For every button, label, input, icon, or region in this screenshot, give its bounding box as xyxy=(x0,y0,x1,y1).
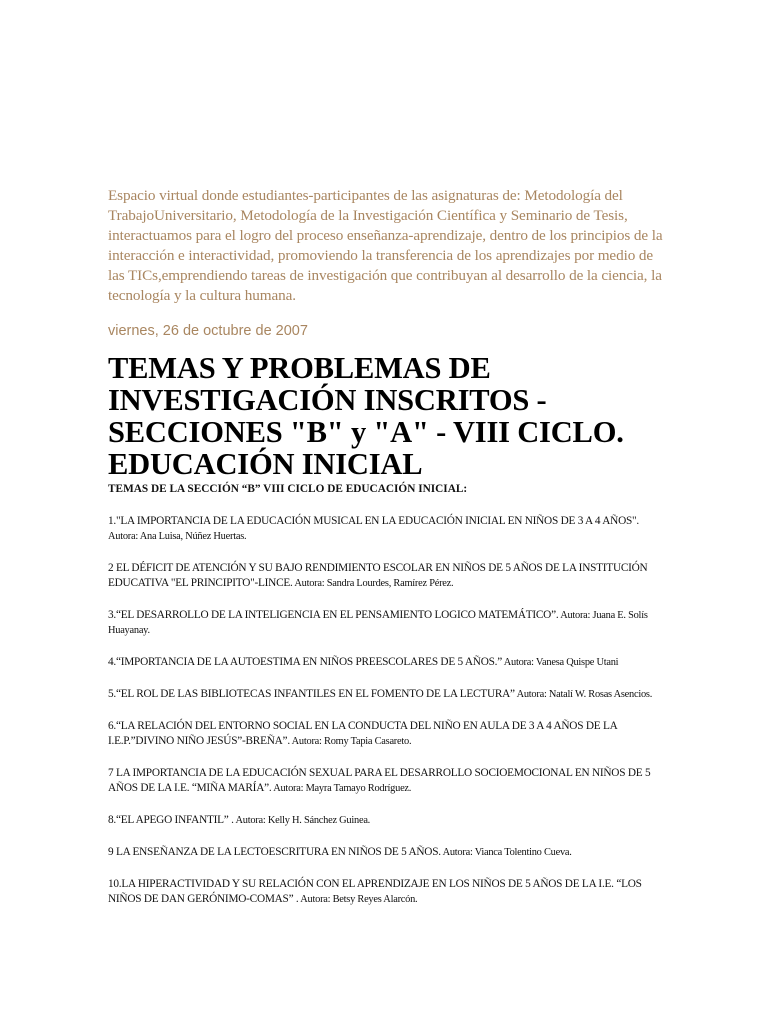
section-heading: TEMAS DE LA SECCIÓN “B” VIII CICLO DE EDUCACIÓN INICIAL: xyxy=(108,483,468,495)
topic-title: 1."LA IMPORTANCIA DE LA EDUCACIÓN MUSICAL EN LA EDUCACIÓN INICIAL EN NIÑOS DE 3 A 4 AÑOS". xyxy=(108,515,639,527)
topic-author: Autora: Juana E. Solís Huayanay. xyxy=(108,610,648,636)
topic-item xyxy=(108,608,668,638)
topic-author: Autora: Vianca Tolentino Cueva. xyxy=(440,847,572,858)
topic-title: 3.“EL DESARROLLO DE LA INTELIGENCIA EN EL PENSAMIENTO LOGICO MATEMÁTICO”. xyxy=(108,609,559,621)
topic-item xyxy=(108,877,668,907)
topic-title: 10.LA HIPERACTIVIDAD Y SU RELACIÓN CON EL APRENDIZAJE EN LOS NIÑOS DE 5 AÑOS DE LA I.E. “LOS NIÑOS DE DAN GERÓNIMO-COMAS” . xyxy=(108,878,642,905)
topic-item xyxy=(108,655,668,670)
topic-item xyxy=(108,514,668,544)
topic-author: Autora: Sandra Lourdes, Ramírez Pérez. xyxy=(292,578,454,589)
topic-author: Autora: Ana Luisa, Núñez Huertas. xyxy=(108,531,247,542)
topic-item xyxy=(108,813,668,828)
topic-item xyxy=(108,766,668,796)
topic-author: Autora: Natalí W. Rosas Asencios. xyxy=(514,689,653,700)
topic-author: Autora: Betsy Reyes Alarcón. xyxy=(298,894,418,905)
post-title[interactable]: TEMAS Y PROBLEMAS DE INVESTIGACIÓN INSCRITOS - SECCIONES "B" y "A" - VIII CICLO. EDUCACIÓN INICIAL xyxy=(108,351,624,481)
topic-title: 4.“IMPORTANCIA DE LA AUTOESTIMA EN NIÑOS PREESCOLARES DE 5 AÑOS.” xyxy=(108,656,502,668)
post-body xyxy=(108,482,668,907)
topic-author: Autora: Vanesa Quispe Utani xyxy=(502,657,619,668)
topic-title: 7 LA IMPORTANCIA DE LA EDUCACIÓN SEXUAL PARA EL DESARROLLO SOCIOEMOCIONAL EN NIÑOS DE 5 AÑOS DE LA I.E. “MIÑA MARÍA”. xyxy=(108,767,651,794)
post-date: viernes, 26 de octubre de 2007 xyxy=(108,323,308,339)
topic-item xyxy=(108,561,668,591)
topic-title: 2 EL DÉFICIT DE ATENCIÓN Y SU BAJO RENDIMIENTO ESCOLAR EN NIÑOS DE 5 AÑOS DE LA INSTITUCIÓN EDUCATIVA "EL PRINCIPITO"-LINCE. xyxy=(108,562,648,589)
topic-item xyxy=(108,845,668,860)
topic-title: 8.“EL APEGO INFANTIL” . xyxy=(108,814,234,826)
topic-title: 9 LA ENSEÑANZA DE LA LECTOESCRITURA EN NIÑOS DE 5 AÑOS. xyxy=(108,846,441,858)
topic-item xyxy=(108,719,668,749)
topic-author: Autora: Romy Tapia Casareto. xyxy=(289,736,412,747)
topic-item xyxy=(108,687,668,702)
blog-description: Espacio virtual donde estudiantes-participantes de las asignaturas de: Metodología del TrabajoUniversitario, Metodología de la Investigación Científica y Seminario de Tesis, interactuamos para el logro del proceso enseñanza-aprendizaje, dentro de los principios de la interacción e interactividad, promoviendo la transferencia de los aprendizajes por medio de las TICs,emprendiendo tareas de investigación que contribuyan al desarrollo de la ciencia, la tecnología y la cultura humana. xyxy=(108,187,663,304)
topic-title: 5.“EL ROL DE LAS BIBLIOTECAS INFANTILES EN EL FOMENTO DE LA LECTURA” xyxy=(108,688,515,700)
topic-author: Autora: Mayra Tamayo Rodríguez. xyxy=(271,783,412,794)
topic-title: 6.“LA RELACIÓN DEL ENTORNO SOCIAL EN LA CONDUCTA DEL NIÑO EN AULA DE 3 A 4 AÑOS DE LA I.E.P.”DIVINO NIÑO JESÚS”-BREÑA”. xyxy=(108,720,617,747)
topic-author: Autora: Kelly H. Sánchez Guinea. xyxy=(233,815,371,826)
blog-page xyxy=(108,186,668,907)
